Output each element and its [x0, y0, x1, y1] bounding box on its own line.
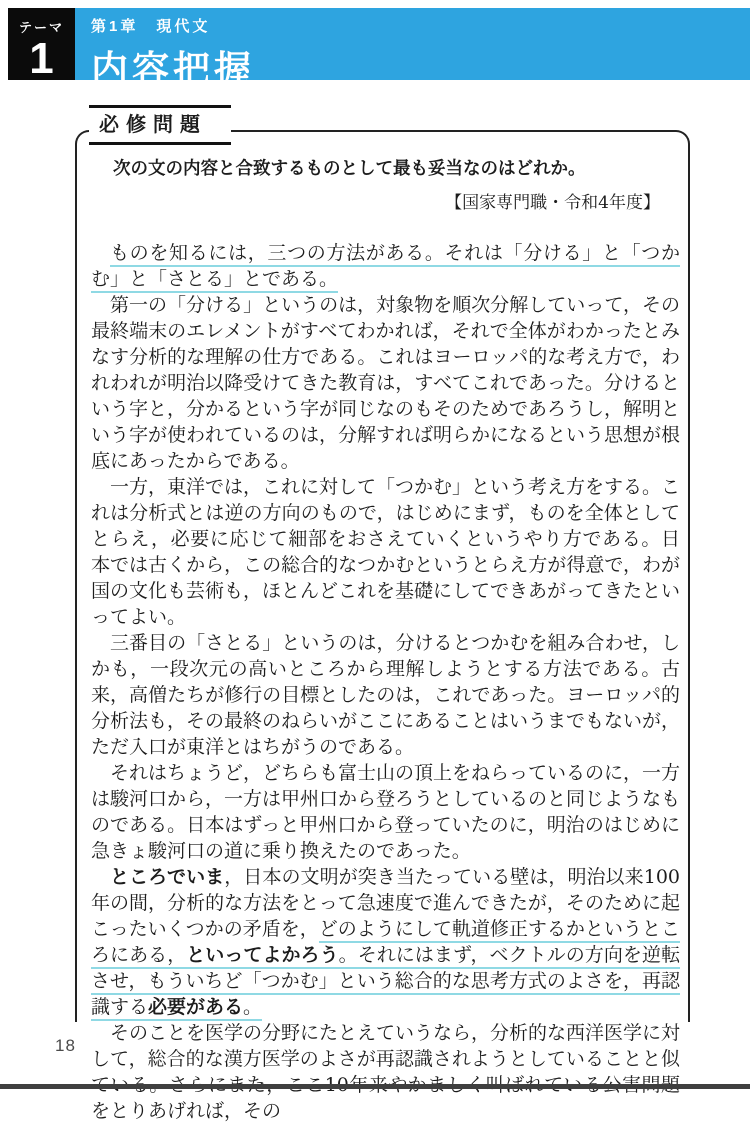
passage-text: そのことを医学の分野にたとえていうなら，分析的な西洋医学に対して，総合的な漢方医学のよさが再認識されようとしていることと似 をとりあげれば，その: [91, 1022, 681, 1123]
chapter-label: 第1章 現代文: [91, 18, 211, 35]
problem-box: [75, 114, 690, 1123]
passage-paragraph: [91, 864, 680, 1020]
passage-underlined-text: 。: [243, 996, 262, 1021]
theme-box: [8, 8, 75, 83]
passage-underlined-text: どのようにして軌道修正するかというところにある，: [91, 918, 680, 969]
passage-emphasis: 必要がある: [148, 996, 243, 1021]
passage-underlined-text: 。それにはまず，ベクトルの方向を逆転させ，もういちど「つかむ」という総合的な思考方式のよさを，再認識する: [91, 944, 680, 1021]
passage-text: 第一の「分ける」というのは，対象物を順次分解していって，その最終端末のエレメントがすべてわかれば，それで全体がわかったとみなす分析的な理解の仕方である。これはヨーロッパ的な考え方で，われわれが明治以降受けてきた教育は，すべてこれであった。分けるという字と，分かるという字が同じなのもそのためであろうし，解明という字が使われているのは，分解すれば明らかになるという思想が根底にあったからである。: [91, 294, 681, 473]
passage-emphasis: ところでいま: [110, 866, 225, 889]
problem-box-label: 必修問題: [89, 105, 231, 145]
passage-paragraph: [91, 1020, 680, 1124]
source-citation: 【国家専門職・令和4年度】: [445, 193, 660, 214]
passage-paragraph: [91, 630, 680, 760]
passage-text: 一方，東洋では，これに対して「つかむ」という考え方をする。これは分析式とは逆の方向のもので，はじめにまず，ものを全体としてとらえ，必要に応じて細部をおさえていくというやり方である。日本では古くから，この総合的なつかむというとらえ方が得意で，わが国の文化も芸術も，ほとんどこれを基礎にしてできあがってきたといってよい。: [91, 476, 681, 629]
passage-paragraph: [91, 292, 680, 474]
passage-text: それはちょうど，どちらも富士山の頂上をねらっているのに，一方は駿河口から，一方は甲州口から登ろうとしているのと同じようなものである。日本はずっと甲州口から登っていたのに，明治のはじめに急きょ駿河口の道に乗り換えたのであった。: [91, 762, 681, 863]
passage-emphasis: といってよかろう: [186, 944, 338, 969]
passage-text: 三番目の「さとる」というのは，分けるとつかむを組み合わせ，しかも，一段次元の高いところから理解しようとする方法である。古来，高僧たちが修行の目標としたのは，これであった。ヨーロッパ的分析法も，その最終のねらいがここにあることはいうまでもないが，ただ入口が東洋とはちがうのである。: [91, 632, 681, 759]
passage-underlined-text: ものを知るには，三つの方法がある。それは「分ける」と「つかむ」と「さとる」とである。: [91, 242, 680, 293]
theme-label: テーマ: [18, 20, 64, 35]
passage-text: ，日本の文明が突き当たっている壁は，明治以来100年の間，分析的な方法をとって急速度で進んできたが，そのために起こったいくつかの矛盾を，: [91, 866, 680, 941]
theme-number: 1: [29, 34, 54, 83]
scan-edge-bar: [0, 1084, 750, 1089]
page-number: 18: [55, 1036, 76, 1055]
page-title: 内容把握: [91, 49, 255, 90]
question-text: 次の文の内容と合致するものとして最も妥当なのはどれか。: [113, 158, 586, 178]
passage: [91, 240, 680, 1124]
passage-paragraph: [91, 760, 680, 864]
passage-paragraph: [91, 240, 680, 292]
page-header: [8, 8, 750, 90]
chapter-banner: [75, 8, 750, 90]
passage-paragraph: [91, 474, 680, 630]
